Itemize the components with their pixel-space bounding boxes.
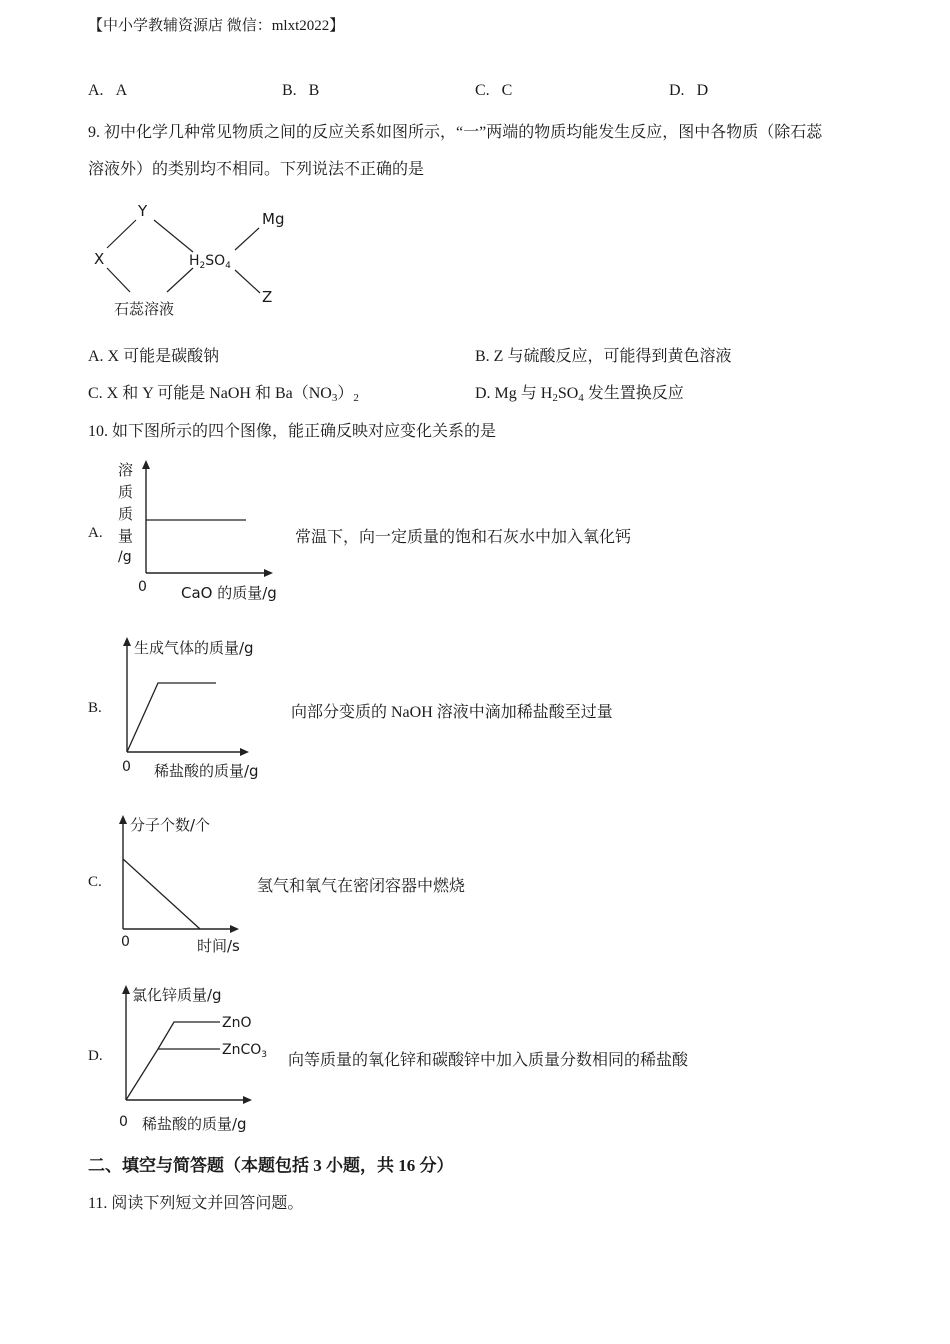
q8-option-c-text: C <box>501 82 513 99</box>
x-label: 稀盐酸的质量/g <box>154 762 259 780</box>
y-label: 氯化锌质量/g <box>132 986 222 1004</box>
q9-stem-line1: 9. 初中化学几种常见物质之间的反应关系如图所示，“一”两端的物质均能发生反应，图中各物质（除石蕊 <box>88 124 823 141</box>
q8-option-d-letter: D. <box>669 82 685 99</box>
y-label-char-1: 溶 <box>118 461 134 479</box>
q10-option-d-desc: 向等质量的氧化锌和碳酸锌中加入质量分数相同的稀盐酸 <box>288 1052 689 1069</box>
q8-option-b[interactable] <box>282 82 319 100</box>
q9-option-b[interactable]: B. Z 与硫酸反应，可能得到黄色溶液 <box>475 348 732 365</box>
q8-option-d-text: D <box>696 82 709 99</box>
origin-label: 0 <box>121 934 130 950</box>
znco3-label: ZnCO$_3$ <box>222 1042 267 1060</box>
gas-mass-curve <box>127 683 216 752</box>
origin-label: 0 <box>122 759 131 775</box>
line-x-litmus <box>107 268 130 292</box>
q9-option-c[interactable]: C. X 和 Y 可能是 NaOH 和 $Ba(NO_3)_2$ <box>88 385 359 404</box>
x-label: CaO 的质量/g <box>181 584 277 602</box>
q10-option-a-label[interactable]: A. <box>88 525 103 541</box>
znco3-curve <box>126 1049 220 1100</box>
q10-option-a-desc: 常温下，向一定质量的饱和石灰水中加入氧化钙 <box>295 529 632 546</box>
x-label: 稀盐酸的质量/g <box>142 1115 247 1133</box>
label-x: X <box>94 250 105 268</box>
line-h2so4-mg <box>235 228 259 250</box>
q8-option-b-text: B <box>308 82 320 99</box>
section-2-title: 二、填空与简答题（本题包括 3 小题，共 16 分） <box>88 1156 454 1175</box>
q8-option-c-letter: C. <box>475 82 490 99</box>
q11-stem: 11. 阅读下列短文并回答问题。 <box>88 1195 304 1212</box>
line-y-x <box>107 220 136 248</box>
q8-option-c[interactable] <box>475 82 512 100</box>
q10-option-c-desc: 氢气和氧气在密闭容器中燃烧 <box>257 878 466 895</box>
x-axis-arrow <box>243 1096 252 1104</box>
y-label-unit: /g <box>118 549 132 565</box>
y-label-char-3: 质 <box>118 505 134 523</box>
x-label: 时间/s <box>197 937 240 955</box>
origin-label: 0 <box>119 1114 128 1130</box>
y-label: 生成气体的质量/g <box>134 639 254 657</box>
label-z: Z <box>262 288 273 306</box>
q9-option-d[interactable]: D. Mg 与 $H_2SO_4$ 发生置换反应 <box>475 385 684 404</box>
q9-stem-line2: 溶液外）的类别均不相同。下列说法不正确的是 <box>88 161 425 178</box>
label-h2so4: $H_2SO_4$ <box>189 253 231 271</box>
q8-option-b-letter: B. <box>282 82 297 99</box>
q10-option-b-label[interactable]: B. <box>88 700 102 716</box>
y-axis-arrow <box>142 460 150 469</box>
x-axis-arrow <box>264 569 273 577</box>
y-label-char-4: 量 <box>118 527 134 545</box>
q8-option-d[interactable] <box>669 82 708 100</box>
zno-curve <box>158 1022 220 1049</box>
origin-label: 0 <box>138 579 147 595</box>
q8-option-a-letter: A. <box>88 82 104 99</box>
q10-chart-a <box>110 455 290 605</box>
q9-option-a[interactable]: A. X 可能是碳酸钠 <box>88 348 220 365</box>
y-label-char-2: 质 <box>118 483 134 501</box>
line-h2so4-z <box>235 270 260 293</box>
zno-label: ZnO <box>222 1015 252 1031</box>
q10-option-c-label[interactable]: C. <box>88 874 102 890</box>
label-y: Y <box>138 202 148 220</box>
y-axis-arrow <box>123 637 131 646</box>
y-label: 分子个数/个 <box>130 816 211 834</box>
q10-stem: 10. 如下图所示的四个图像，能正确反映对应变化关系的是 <box>88 423 497 440</box>
q10-chart-c <box>110 808 260 958</box>
y-axis-arrow <box>122 985 130 994</box>
label-litmus: 石蕊溶液 <box>114 300 175 318</box>
line-h2so4-litmus <box>167 268 193 292</box>
q8-option-a[interactable] <box>88 82 127 100</box>
q9-reaction-diagram <box>85 198 315 326</box>
q10-option-b-desc: 向部分变质的 NaOH 溶液中滴加稀盐酸至过量 <box>291 704 613 721</box>
x-axis-arrow <box>240 748 249 756</box>
q10-chart-b <box>110 630 290 785</box>
q8-option-a-text: A <box>115 82 128 99</box>
q10-option-d-label[interactable]: D. <box>88 1048 103 1064</box>
molecule-count-line <box>123 859 200 929</box>
q10-chart-d <box>110 978 290 1138</box>
x-axis-arrow <box>230 925 239 933</box>
y-axis-arrow <box>119 815 127 824</box>
header-watermark: 【中小学教辅资源店 微信：mlxt2022】 <box>88 18 345 34</box>
label-mg: Mg <box>262 210 285 228</box>
line-y-h2so4 <box>154 220 193 252</box>
